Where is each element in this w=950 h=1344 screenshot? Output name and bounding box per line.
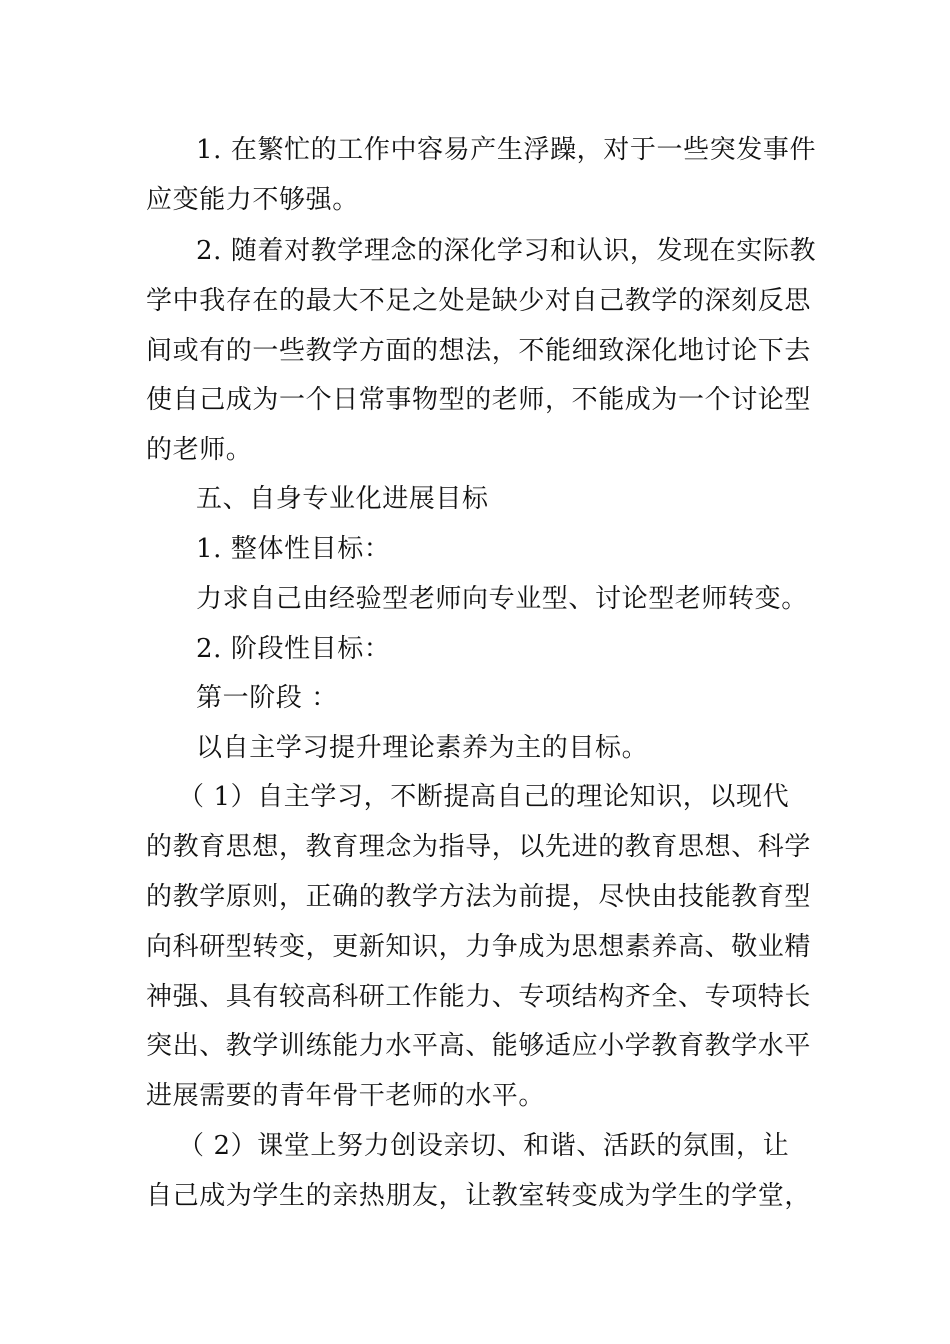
text-line: 的教学原则，正确的教学方法为前提，尽快由技能教育型 (146, 882, 812, 912)
text-line: 神强、具有较高科研工作能力、专项结构齐全、专项特长 (146, 982, 812, 1012)
text-line: 2. 随着对教学理念的深化学习和认识，发现在实际教 (196, 236, 817, 266)
text-line: 的教育思想，教育理念为指导，以先进的教育思想、科学 (146, 832, 812, 862)
text-line: 2. 阶段性目标： (196, 634, 391, 664)
text-line: 应变能力不够强。 (146, 185, 359, 215)
text-line: 力求自己由经验型老师向专业型、讨论型老师转变。 (196, 584, 808, 614)
section-heading: 五、自身专业化进展目标 (196, 484, 489, 514)
text-line: 突出、教学训练能力水平高、能够适应小学教育教学水平 (146, 1031, 812, 1061)
text-line: 向科研型转变，更新知识，力争成为思想素养高、敬业精 (146, 932, 812, 962)
text-line: 使自己成为一个日常事物型的老师，不能成为一个讨论型 (146, 385, 812, 415)
text-line: 自己成为学生的亲热朋友，让教室转变成为学生的学堂， (146, 1181, 812, 1211)
text-line: （ 2）课堂上努力创设亲切、和谐、活跃的氛围，让 (178, 1131, 790, 1161)
text-line: 学中我存在的最大不足之处是缺少对自己教学的深刻反思 (146, 286, 812, 316)
text-line: 1. 整体性目标： (196, 534, 391, 564)
text-line: 以自主学习提升理论素养为主的目标。 (196, 733, 649, 763)
text-line: 间或有的一些教学方面的想法，不能细致深化地讨论下去 (146, 336, 812, 366)
text-line: （ 1）自主学习，不断提高自己的理论知识，以现代 (178, 782, 790, 812)
text-line: 1. 在繁忙的工作中容易产生浮躁，对于一些突发事件 (196, 135, 817, 165)
text-line: 进展需要的青年骨干老师的水平。 (146, 1081, 546, 1111)
text-line: 的老师。 (146, 435, 253, 465)
text-line: 第一阶段 ： (196, 683, 338, 713)
